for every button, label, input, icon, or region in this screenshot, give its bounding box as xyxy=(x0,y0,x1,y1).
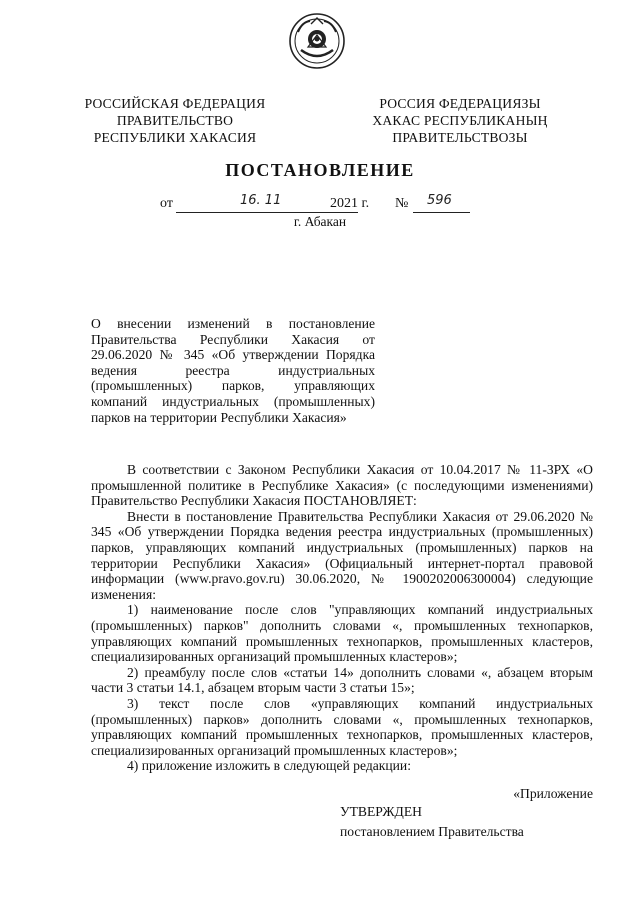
document-title: ПОСТАНОВЛЕНИЕ xyxy=(225,160,415,180)
header-right xyxy=(365,95,555,146)
approved-by: постановлением Правительства xyxy=(340,824,524,839)
number-label: № xyxy=(395,196,409,211)
paragraph-item-3: 3) текст после слов «управляющих компаний индустриальных (промышленных) парков» дополнить словами «, промышленных технопарков, управляющих компаний промышленных технопарков, промышленных кластеров, специализированных организаций промышленных кластеров»; xyxy=(91,695,593,758)
number-underline xyxy=(413,212,470,213)
appendix-label: «Приложение xyxy=(513,786,593,801)
paragraph-item-4: 4) приложение изложить в следующей редакции: xyxy=(127,758,411,774)
date-year: 2021 г. xyxy=(330,196,370,211)
header-left-line-1: РОССИЙСКАЯ ФЕДЕРАЦИЯ xyxy=(84,96,266,111)
paragraph-amend: Внести в постановление Правительства Республики Хакасия от 29.06.2020 № 345 «Об утверждении Порядка ведения реестра индустриальных (промышленных) парков, управляющих компаний индустриальных (промышленных) парков на территории Республики Хакасия» (Официальный интернет-портал правовой информации (www.pravo.gov.ru) 30.06.2020, № 1900202006300004) следующие изменения: xyxy=(91,508,593,602)
date-underline xyxy=(176,212,358,213)
approved-label: УТВЕРЖДЕН xyxy=(340,804,422,819)
document-body xyxy=(91,462,593,774)
coat-of-arms-emblem xyxy=(288,12,346,70)
number-handwritten: 596 xyxy=(427,193,452,208)
city-name: г. Абакан xyxy=(293,214,347,229)
date-handwritten: 16. 11 xyxy=(240,193,282,208)
header-left-line-3: РЕСПУБЛИКИ ХАКАСИЯ xyxy=(93,130,257,145)
approval-block xyxy=(340,800,524,840)
paragraph-preamble: В соответствии с Законом Республики Хакасия от 10.04.2017 № 11-ЗРХ «О промышленной политике в Республике Хакасия» (с последующими изменениями) Правительство Республики Хакасия ПОСТАНОВЛЯЕТ: xyxy=(91,462,593,509)
header-left xyxy=(80,95,270,146)
subject-text: О внесении изменений в постановление Правительства Республики Хакасия от 29.06.2020 № 345 «Об утверждении Порядка ведения реестра индустриальных (промышленных) парков, управляющих компаний индустриальных (промышленных) парков на территории Республики Хакасия» xyxy=(91,316,375,425)
header-right-line-1: РОССИЯ ФЕДЕРАЦИЯЗЫ xyxy=(379,96,541,111)
header-left-line-2: ПРАВИТЕЛЬСТВО xyxy=(116,113,234,128)
header-right-line-2: ХАКАС РЕСПУБЛИКАНЫҢ xyxy=(372,113,548,128)
paragraph-item-1: 1) наименование после слов "управляющих компаний индустриальных (промышленных) парков" дополнить словами «, промышленных технопарков, управляющих компаний промышленных технопарков, промышленных кластеров, специализированных организаций промышленных кластеров»; xyxy=(91,602,593,665)
date-from-label: от xyxy=(160,196,173,211)
header-right-line-3: ПРАВИТЕЛЬСТВОЗЫ xyxy=(392,130,528,145)
subject-block xyxy=(91,316,375,425)
paragraph-item-2: 2) преамбулу после слов «статьи 14» дополнить словами «, абзацем вторым части 3 статьи 14.1, абзацем вторым части 3 статьи 15»; xyxy=(91,664,593,696)
